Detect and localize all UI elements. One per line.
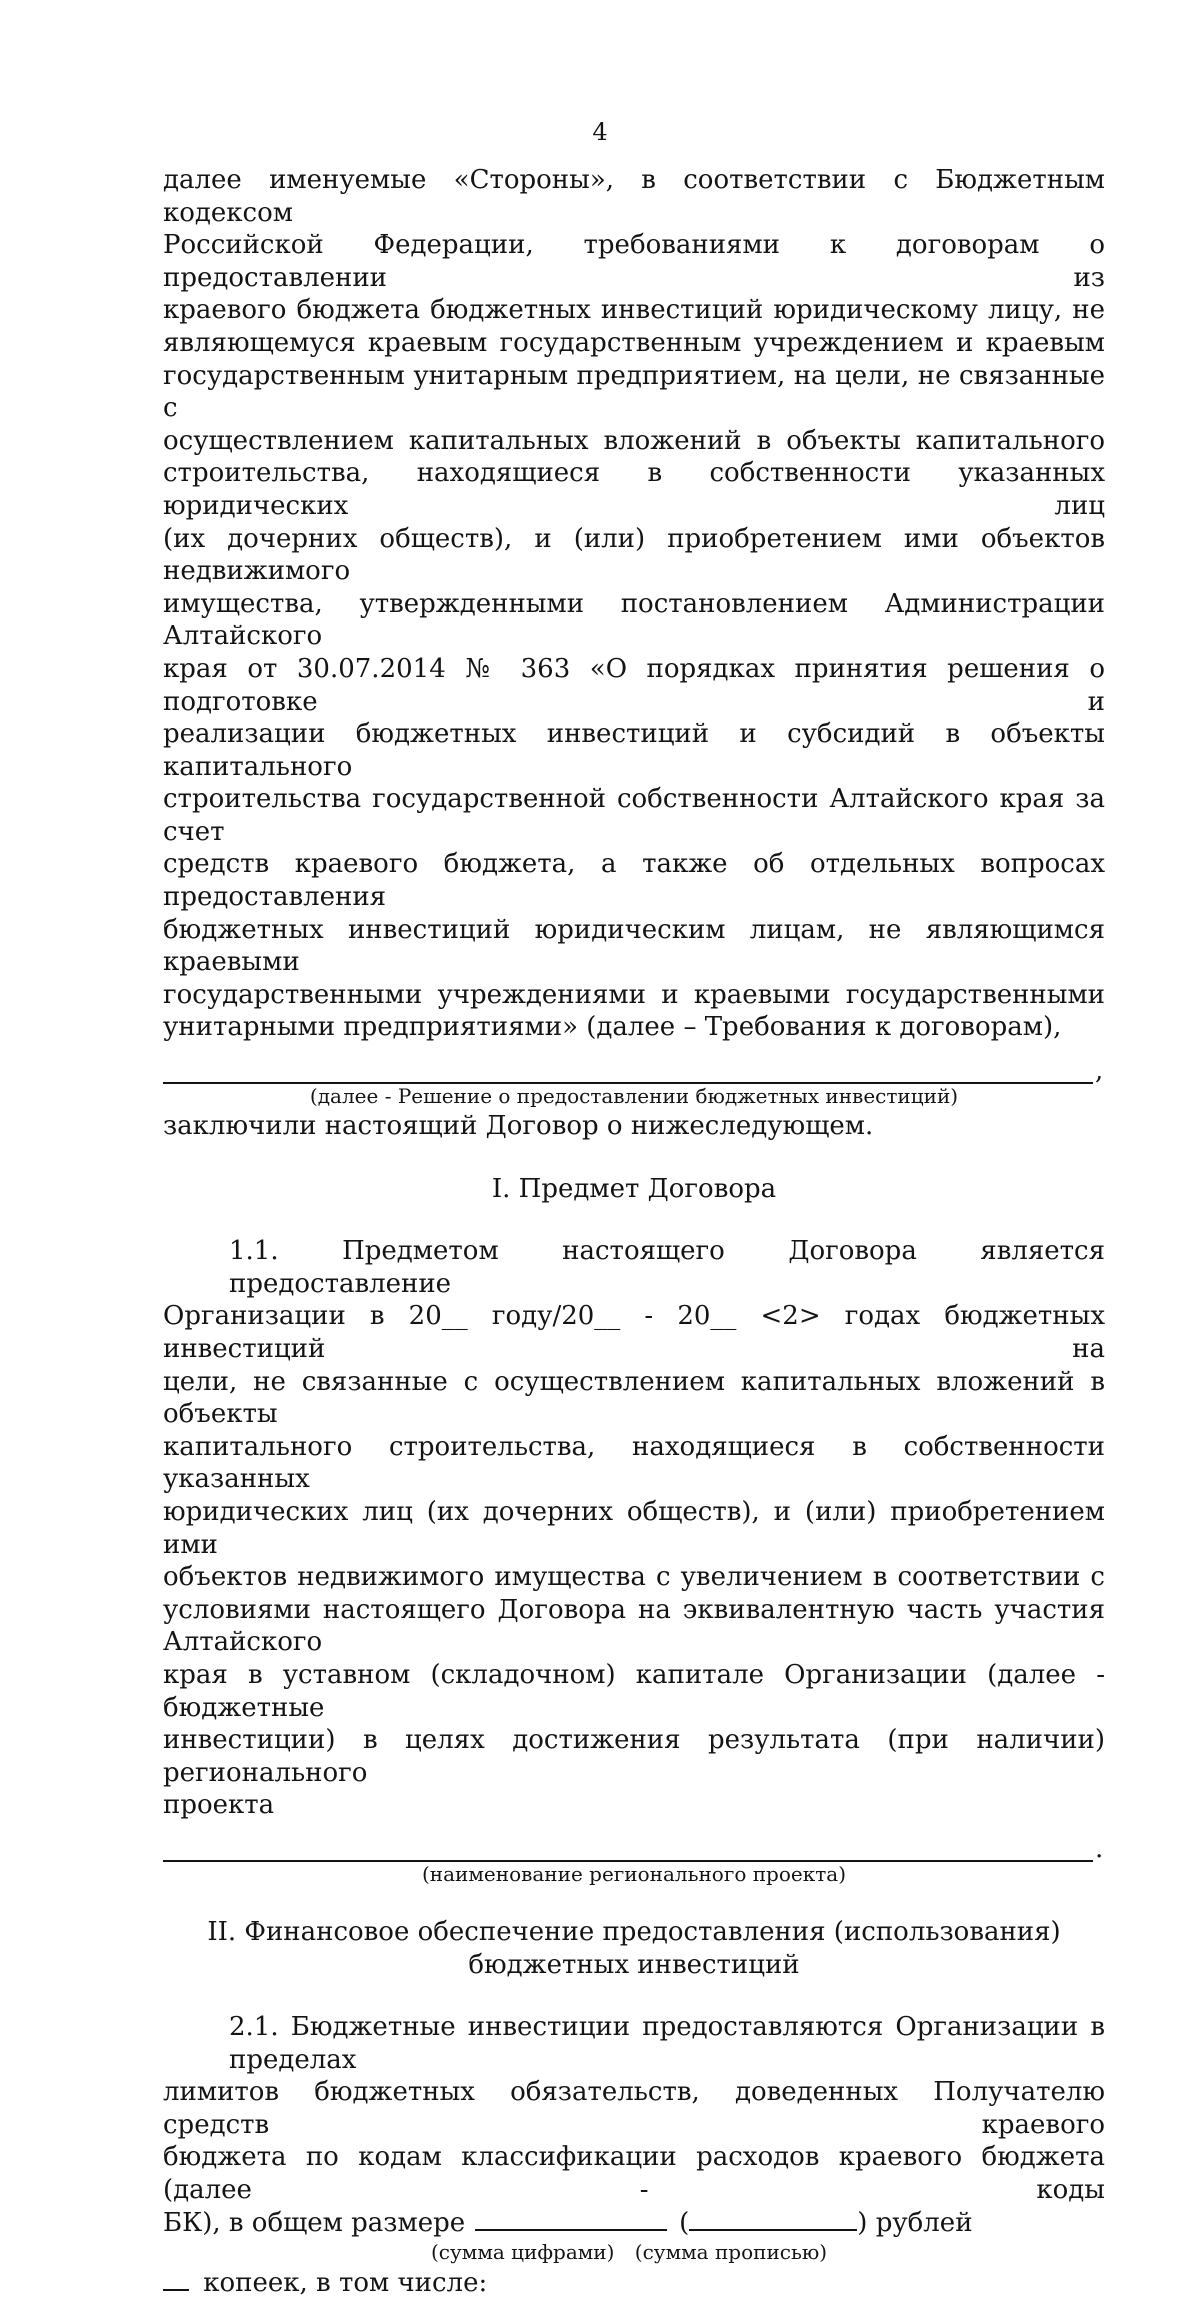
- text-line: являющемуся краевым государственным учреждением и краевым: [163, 327, 1105, 358]
- text-line: средств краевого бюджета, а также об отдельных вопросах предоставления: [163, 849, 1105, 913]
- decision-blank-line: [163, 1044, 1105, 1087]
- text-line: капитального строительства, находящиеся в собственности указанных: [163, 1431, 1105, 1495]
- sum-digits-blank[interactable]: [475, 2207, 667, 2231]
- sum-prefix: БК), в общем размере: [163, 2207, 466, 2238]
- text-line: лимитов бюджетных обязательств, доведенных Получателю средств краевого: [163, 2077, 1105, 2140]
- caption-sum-words: (сумма прописью): [634, 2240, 828, 2265]
- text-line: государственными учреждениями и краевыми государственными: [163, 979, 1105, 1010]
- text-line: бюджета по кодам классификации расходов краевого бюджета (далее - коды: [163, 2142, 1105, 2206]
- caption-sum-digits: (сумма цифрами): [431, 2240, 615, 2265]
- text-line: строительства государственной собственности Алтайского края за счет: [163, 784, 1105, 847]
- text-line: далее именуемые «Стороны», в соответствии с Бюджетным кодексом: [163, 165, 1105, 228]
- text-line: условиями настоящего Договора на эквивалентную часть участия Алтайского: [163, 1594, 1105, 1658]
- sum-line: [163, 2207, 1105, 2240]
- sum-suffix: ) рублей: [857, 2207, 973, 2238]
- intro-paragraph: [163, 164, 1105, 1044]
- text-line: бюджетных инвестиций юридическим лицам, не являющимся краевыми: [163, 914, 1105, 978]
- text-line: унитарными предприятиями» (далее – Требования к договорам),: [163, 1012, 1062, 1043]
- clause-1-1: [163, 1235, 1105, 1822]
- text-line: Российской Федерации, требованиями к договорам о предоставлении из: [163, 230, 1105, 293]
- text-line: юридических лиц (их дочерних обществ), и (или) приобретением ими: [163, 1496, 1105, 1560]
- section-2-heading-line: бюджетных инвестиций: [468, 1949, 800, 1980]
- page-number: 4: [592, 118, 608, 146]
- text-line: реализации бюджетных инвестиций и субсидий в объекты капитального: [163, 719, 1105, 782]
- text-line: края от 30.07.2014 № 363 «О порядках принятия решения о подготовке и: [163, 653, 1105, 717]
- kopecks-blank[interactable]: [163, 2267, 189, 2291]
- rule-punctuation: .: [1095, 1833, 1104, 1864]
- section-1-heading: I. Предмет Договора: [491, 1173, 777, 1204]
- sum-captions: [163, 2239, 1105, 2265]
- kopecks-text: копеек, в том числе:: [203, 2268, 488, 2299]
- sum-paren-open: (: [679, 2207, 690, 2238]
- sum-words-blank[interactable]: [689, 2207, 857, 2231]
- text-line: Организации в 20__ году/20__ - 20__ <2> годах бюджетных инвестиций на: [163, 1301, 1105, 1364]
- clause-2-1: [163, 2011, 1105, 2300]
- concluded-line: заключили настоящий Договор о нижеследующем.: [163, 1111, 874, 1142]
- text-line: цели, не связанные с осуществлением капитальных вложений в объекты: [163, 1366, 1105, 1430]
- text-line: государственным унитарным предприятием, на цели, не связанные с: [163, 360, 1105, 424]
- decision-caption: (далее - Решение о предоставлении бюджетных инвестиций): [309, 1084, 959, 1109]
- kopecks-line: [163, 2267, 1105, 2300]
- text-line: проекта: [163, 1790, 275, 1821]
- project-caption: (наименование регионального проекта): [421, 1861, 847, 1886]
- text-line: объектов недвижимого имущества с увеличением в соответствии с: [163, 1562, 1105, 1593]
- rule-punctuation: ,: [1095, 1056, 1104, 1087]
- text-line: осуществлением капитальных вложений в объекты капитального: [163, 425, 1105, 456]
- text-line: края в уставном (складочном) капитале Организации (далее - бюджетные: [163, 1659, 1105, 1723]
- section-2-heading: [163, 1916, 1105, 1981]
- text-line: имущества, утвержденными постановлением Администрации Алтайского: [163, 588, 1105, 652]
- text-line: 1.1. Предметом настоящего Договора является предоставление: [229, 1236, 1105, 1299]
- text-line: инвестиции) в целях достижения результата (при наличии) регионального: [163, 1725, 1105, 1788]
- text-line: (их дочерних обществ), и (или) приобретением ими объектов недвижимого: [163, 523, 1105, 587]
- section-2-heading-line: II. Финансовое обеспечение предоставления (использования): [207, 1916, 1061, 1947]
- document-body: [163, 164, 1105, 2300]
- text-line: 2.1. Бюджетные инвестиции предоставляются Организации в пределах: [229, 2012, 1105, 2075]
- project-blank-line: [163, 1822, 1105, 1862]
- text-line: строительства, находящиеся в собственности указанных юридических лиц: [163, 458, 1105, 521]
- text-line: краевого бюджета бюджетных инвестиций юридическому лицу, не: [163, 295, 1105, 326]
